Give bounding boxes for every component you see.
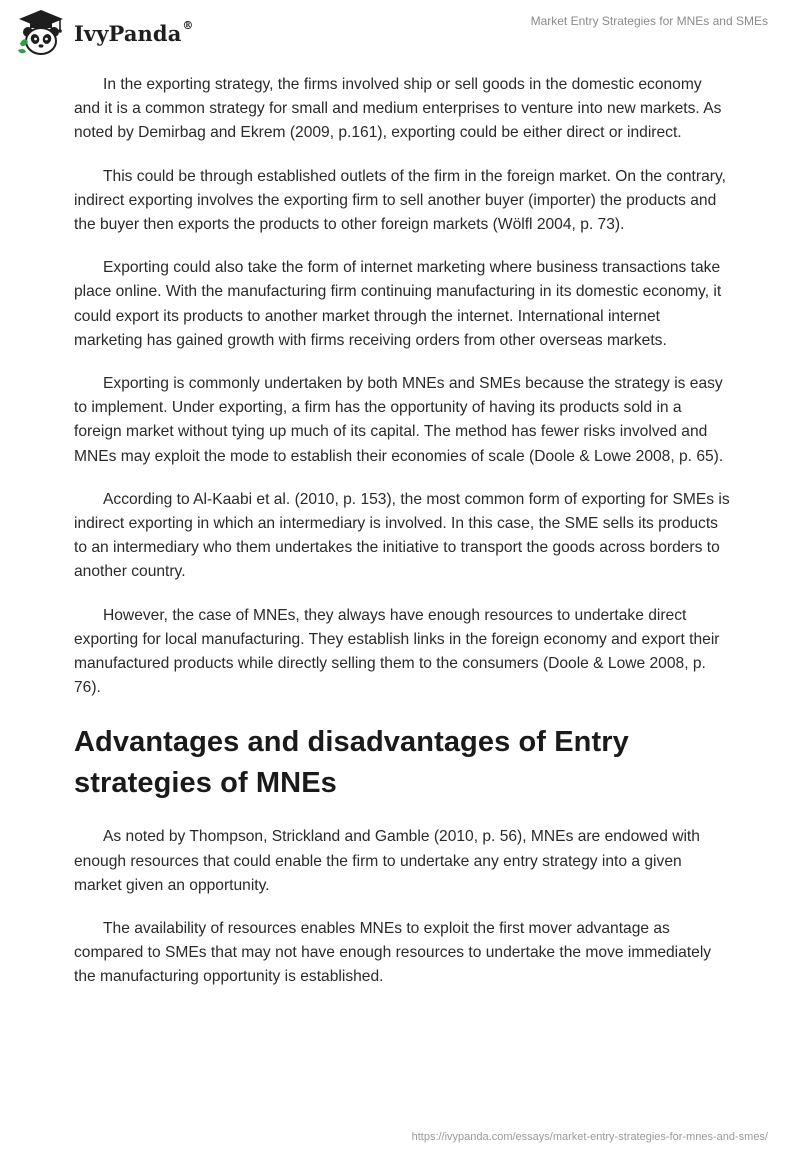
document-title: Market Entry Strategies for MNEs and SMEs bbox=[530, 14, 768, 28]
paragraph-al-kaabi: According to Al-Kaabi et al. (2010, p. 153), the most common form of exporting for SMEs is indirect exporting in which an intermediary is involved. In this case, the SME sells its products to an intermediary who them undertakes the initiative to transport the goods across borders to another country. bbox=[74, 490, 730, 581]
paragraph-exporting-strategy: In the exporting strategy, the firms involved ship or sell goods in the domestic economy and it is a common strategy for small and medium enterprises to venture into new markets. As noted by Demirbag and Ekrem (2009, p.161), exporting could be either direct or indirect. bbox=[74, 76, 722, 142]
brand-name: IvyPanda® bbox=[74, 18, 194, 46]
paragraph-first-mover: The availability of resources enables MNEs to exploit the first mover advantage as compared to SMEs that may not have enough resources to undertake the move immediately the manufacturing opportunity is established. bbox=[74, 920, 712, 986]
page-header bbox=[0, 0, 800, 64]
paragraph-exporting-mnes-smes: Exporting is commonly undertaken by both MNEs and SMEs because the strategy is easy to implement. Under exporting, a firm has the opportunity of having its products sold in a foreign market without tying up much of its capital. The method has fewer risks involved and MNEs may exploit the mode to establish their economies of scale (Doole & Lowe 2008, p. 65). bbox=[74, 375, 724, 465]
essay-body bbox=[74, 73, 730, 1009]
source-url[interactable]: https://ivypanda.com/essays/market-entry-strategies-for-mnes-and-smes/ bbox=[411, 1131, 768, 1143]
panda-graduate-icon bbox=[16, 8, 66, 56]
paragraph-thompson: As noted by Thompson, Strickland and Gamble (2010, p. 56), MNEs are endowed with enough resources that could enable the firm to undertake any entry strategy into a given market given an opportunity. bbox=[74, 828, 700, 894]
paragraph-indirect-exporting: This could be through established outlets of the firm in the foreign market. On the contrary, indirect exporting involves the exporting firm to sell another buyer (importer) the products and the buyer then exports the products to other foreign markets (Wölfl 2004, p. 73). bbox=[74, 167, 726, 234]
paragraph-mnes-direct-exporting: However, the case of MNEs, they always have enough resources to undertake direct exporting for local manufacturing. They establish links in the foreign economy and export their manufactured products while directly selling them to the consumers (Doole & Lowe 2008, p. 76). bbox=[74, 606, 720, 697]
section-heading: Advantages and disadvantages of Entry strategies of MNEs bbox=[74, 726, 629, 800]
paragraph-internet-marketing: Exporting could also take the form of internet marketing where business transactions take place online. With the manufacturing firm continuing manufacturing in its domestic economy, it could export its products to another market through the internet. International internet marketing has gained growth with firms receiving orders from other overseas markets. bbox=[74, 259, 722, 349]
brand-logo[interactable] bbox=[16, 8, 194, 56]
